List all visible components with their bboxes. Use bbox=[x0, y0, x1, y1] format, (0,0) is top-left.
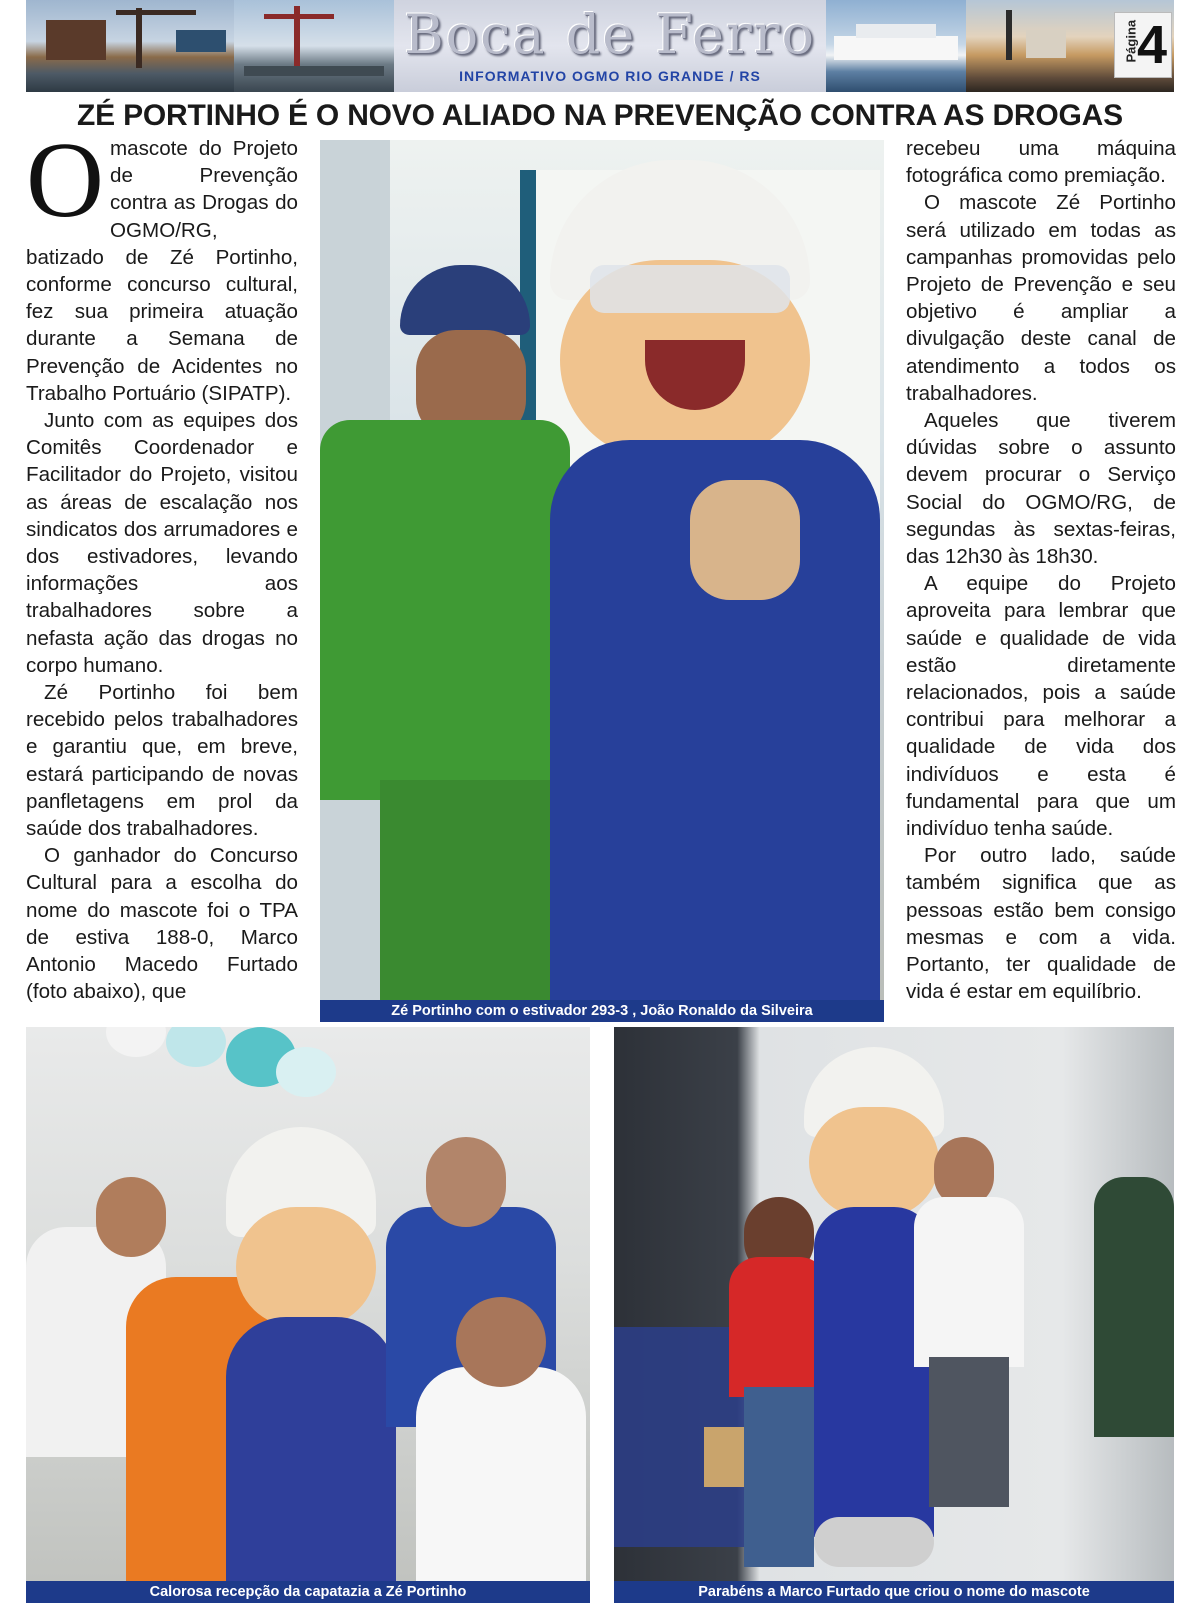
main-photo-caption: Zé Portinho com o estivador 293-3 , João Ronaldo da Silveira bbox=[320, 1000, 884, 1022]
bottom-right-photo-caption: Parabéns a Marco Furtado que criou o nome do mascote bbox=[614, 1581, 1174, 1603]
cruise-ship-photo bbox=[826, 0, 966, 92]
article-column-right bbox=[906, 135, 1176, 1006]
masthead-title-block bbox=[394, 0, 826, 92]
article-column-left bbox=[26, 121, 298, 1006]
masthead bbox=[26, 0, 1174, 92]
article-headline: ZÉ PORTINHO É O NOVO ALIADO NA PREVENÇÃO CONTRA AS DROGAS bbox=[77, 99, 1123, 132]
page-indicator bbox=[1114, 12, 1172, 78]
article-paragraph: recebeu uma máquina fotográfica como premiação. bbox=[906, 137, 1176, 188]
article-paragraph: Junto com as equipes dos Comitês Coordenador e Facilitador do Projeto, visitou as áreas de escalação nos sindicatos dos arrumadores e dos estivadores, levando informações aos trabalhadores sobre a nefasta ação das drogas no corpo humano. bbox=[26, 409, 298, 677]
bottom-right-photo bbox=[614, 1027, 1174, 1603]
newsletter-title: Boca de Ferro bbox=[403, 3, 817, 66]
drop-cap: O bbox=[26, 121, 104, 240]
bottom-left-photo bbox=[26, 1027, 590, 1603]
article-paragraph: O ganhador do Concurso Cultural para a escolha do nome do mascote foi o TPA de estiva 188-0, Marco Antonio Macedo Furtado (foto abaixo), que bbox=[26, 844, 298, 1004]
article-paragraph: Por outro lado, saúde também significa que as pessoas estão bem consigo mesmas e com a vida. Portanto, ter qualidade de vida é estar em equilíbrio. bbox=[906, 844, 1176, 1004]
article-paragraph: A equipe do Projeto aproveita para lembrar que saúde e qualidade de vida estão diretamente relacionados, pois a saúde contribui para melhorar a qualidade de vida dos indivíduos e esta é fundamental para que um indivíduo tenha saúde. bbox=[906, 572, 1176, 841]
page-number: 4 bbox=[1137, 15, 1168, 75]
bottom-left-photo-caption: Calorosa recepção da capatazia a Zé Portinho bbox=[26, 1581, 590, 1603]
crane-photo bbox=[234, 0, 394, 92]
newsletter-subtitle: INFORMATIVO OGMO RIO GRANDE / RS bbox=[459, 68, 761, 84]
article-paragraph: Zé Portinho foi bem recebido pelos trabalhadores e garantiu que, em breve, estará participando de novas panfletagens em prol da saúde dos trabalhadores. bbox=[26, 681, 298, 841]
main-photo bbox=[320, 140, 884, 1022]
port-photo-left bbox=[26, 0, 234, 92]
page-label: Página bbox=[1123, 19, 1139, 63]
article-paragraph: Omascote do Projeto de Prevenção contra as Drogas do OGMO/RG, batizado de Zé Portinho, conforme concurso cultural, fez sua primeira atuação durante a Semana de Prevenção de Acidentes no Trabalho Portuário (SIPATP). bbox=[26, 121, 298, 405]
article-paragraph: Aqueles que tiverem dúvidas sobre o assunto devem procurar o Serviço Social do OGMO/RG, de segundas às sextas-feiras, das 12h30 às 18h30. bbox=[906, 409, 1176, 569]
article-paragraph: O mascote Zé Portinho será utilizado em todas as campanhas promovidas pelo Projeto de Prevenção e seu objetivo é ampliar a divulgação deste canal de atendimento a todos os trabalhadores. bbox=[906, 191, 1176, 405]
